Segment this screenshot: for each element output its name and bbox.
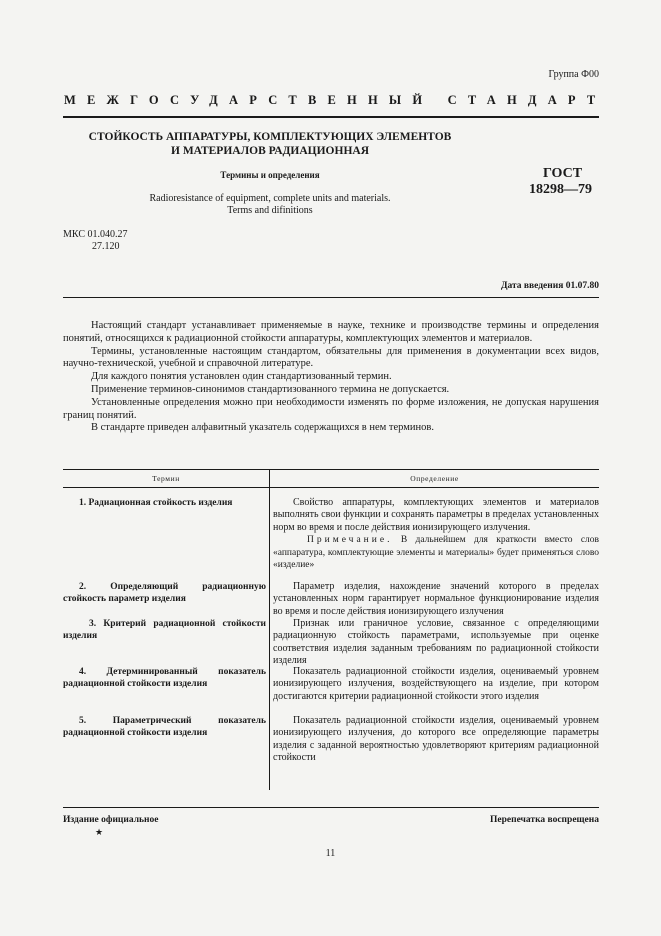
effective-date bbox=[501, 281, 599, 291]
mks-code-line2: 27.120 bbox=[92, 241, 120, 252]
table-column-divider bbox=[269, 469, 270, 790]
definition-4: Показатель радиационной стойкости изделия, оцениваемый уровнем ионизирующего излучения, воздействующего на изделие, при котором достигаются критерии радиационной стойкости этого изделия bbox=[273, 666, 599, 702]
gost-number: 18298—79 bbox=[529, 182, 592, 197]
introduction bbox=[63, 320, 599, 435]
english-title-line1: Radioresistance of equipment, complete units and materials. bbox=[149, 193, 391, 204]
official-edition: Издание официальное bbox=[63, 815, 159, 825]
term-4: 4. Детерминированный показатель радиационной стойкости изделия bbox=[63, 667, 266, 690]
english-title-line2: Terms and difinitions bbox=[227, 205, 313, 216]
definition-5: Показатель радиационной стойкости изделия, оцениваемый уровнем ионизирующего излучения, до которого все определяющие параметры изделия с заданной вероятностью удовлетворяют критериям радиационной стойкости bbox=[273, 715, 599, 764]
definition-1-text: Свойство аппаратуры, комплектующих элементов и материалов выполнять свои функции и сохранять параметры в пределах установленных норм во время и после действия ионизирующего излучения. bbox=[273, 497, 599, 533]
star-icon: ★ bbox=[95, 827, 104, 837]
page-number: 11 bbox=[325, 848, 336, 859]
intro-paragraph: В стандарте приведен алфавитный указатель содержащихся в нем терминов. bbox=[91, 422, 434, 434]
document-subtitle: Термины и определения bbox=[220, 170, 320, 180]
definition-2: Параметр изделия, нахождение значений которого в пределах установленных норм гарантирует нормальное функционирование изделия во время и после действия ионизирующего излучения bbox=[273, 581, 599, 617]
top-rule bbox=[63, 116, 599, 118]
term-1: 1. Радиационная стойкость изделия bbox=[79, 498, 233, 508]
effective-date-value: 01.07.80 bbox=[565, 281, 599, 291]
table-header-rule bbox=[63, 487, 599, 488]
table-top-rule bbox=[63, 469, 599, 470]
group-code: Группа Ф00 bbox=[548, 69, 599, 80]
intro-paragraph: Для каждого понятия установлен один стандартизованный термин. bbox=[91, 371, 392, 383]
intro-paragraph: Настоящий стандарт устанавливает применяемые в науке, технике и производстве термины и определения понятий, относящихся к радиационной стойкости аппаратуры, комплектующих элементов и материалов. bbox=[63, 320, 599, 344]
document-title-line1: СТОЙКОСТЬ АППАРАТУРЫ, КОМПЛЕКТУЮЩИХ ЭЛЕМЕНТОВ bbox=[88, 131, 452, 143]
date-rule bbox=[63, 297, 599, 298]
intro-paragraph: Установленные определения можно при необходимости изменять по форме изложения, не допуская нарушения границ понятий. bbox=[63, 396, 599, 421]
intro-paragraph: Термины, установленные настоящим стандартом, обязательны для применения в документации всех видов, научно-технической, учебной и справочной литературе. bbox=[63, 345, 599, 370]
definition-1 bbox=[273, 497, 599, 571]
gost-label: ГОСТ bbox=[543, 166, 583, 181]
reprint-prohibited: Перепечатка воспрещена bbox=[489, 815, 599, 825]
note-label: Примечание. bbox=[307, 535, 393, 546]
term-3: 3. Критерий радиационной стойкости изделия bbox=[63, 619, 266, 642]
effective-date-label: Дата введения bbox=[500, 281, 564, 291]
note-text: В дальнейшем для краткости вместо слов «аппаратура, комплектующие элементы и материалы» будет применяться слово «изделие» bbox=[273, 535, 600, 571]
term-2: 2. Определяющий радиационную стойкость параметр изделия bbox=[63, 582, 266, 605]
definition-3: Признак или граничное условие, связанное с определяющими радиационную стойкость параметрами, используемые при оценке соответствия изделия заданным требованиям по радиационной стойкости изделия bbox=[273, 618, 599, 667]
footer-rule bbox=[63, 807, 599, 808]
mks-code-line1: МКС 01.040.27 bbox=[63, 229, 128, 240]
intro-paragraph: Применение терминов-синонимов стандартизованного термина не допускается. bbox=[91, 383, 450, 395]
interstate-standard-banner: МЕЖГОСУДАРСТВЕННЫЙ СТАНДАРТ bbox=[64, 93, 607, 107]
table-header-definition: Определение bbox=[410, 474, 459, 483]
definition-1-note bbox=[273, 534, 599, 571]
table-header-term: Термин bbox=[152, 474, 180, 483]
term-5: 5. Параметрический показатель радиационной стойкости изделия bbox=[63, 716, 266, 739]
document-title-line2: И МАТЕРИАЛОВ РАДИАЦИОННАЯ bbox=[171, 145, 369, 157]
